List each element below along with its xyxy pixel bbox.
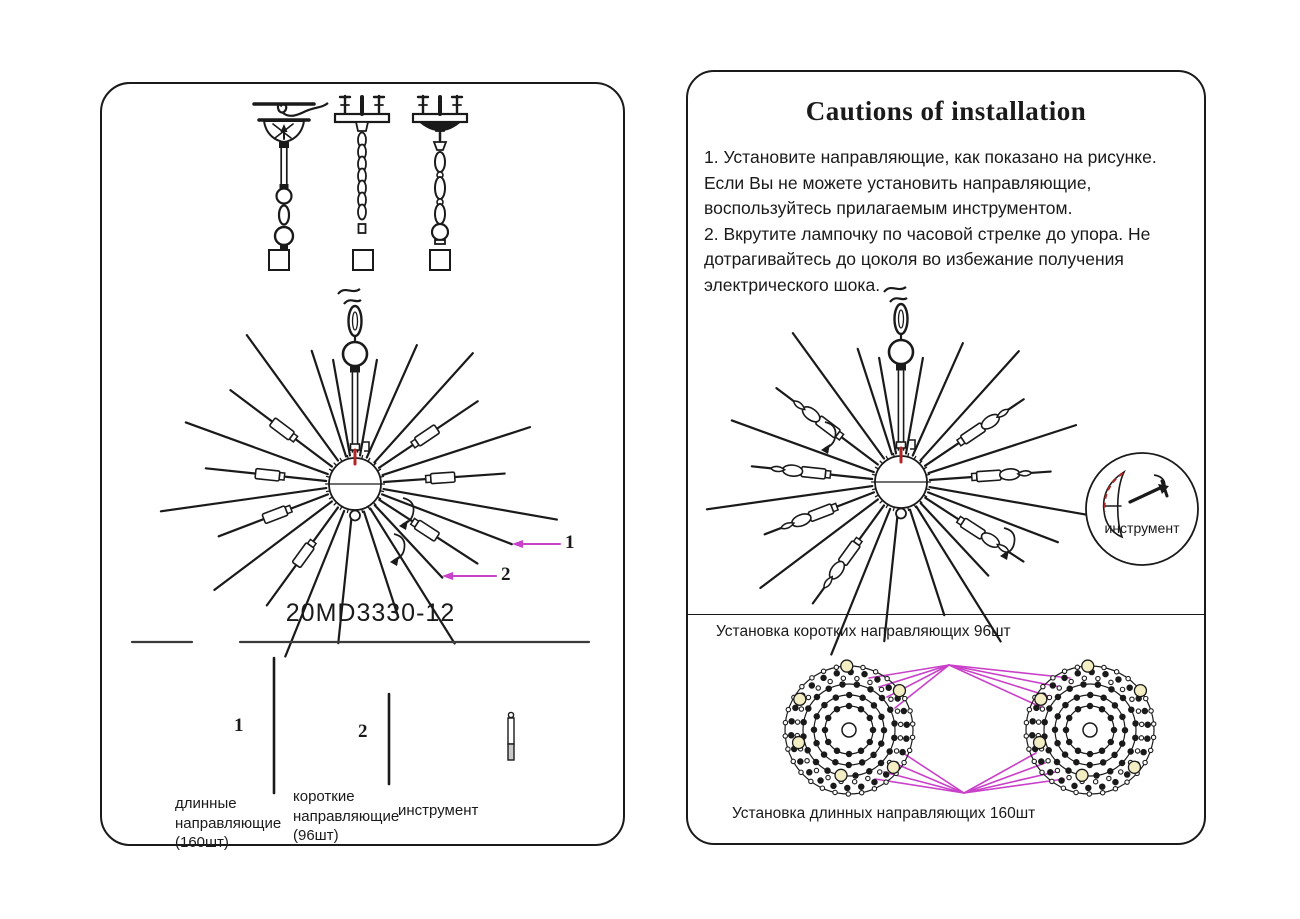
part2-label (293, 787, 399, 846)
mount-option-dome (413, 96, 467, 244)
part1-number: 1 (234, 715, 244, 736)
callout-2-label: 2 (501, 564, 511, 585)
bead-diagram-top-view (783, 660, 915, 796)
tool-circle-label: инструмент (1104, 520, 1180, 536)
lamp-socket (269, 418, 298, 443)
part2-number: 2 (358, 721, 368, 742)
mount-option-bar (335, 96, 389, 233)
part1-label-line2: направляющие (175, 814, 282, 832)
part2-label-line1: короткие (293, 788, 355, 805)
cautions-panel (686, 70, 1206, 845)
lamp-socket (292, 539, 317, 568)
part2-label-line3: (96шт) (293, 827, 339, 844)
part1-label (175, 794, 281, 853)
lamp-socket-with-bulb (779, 501, 839, 533)
chandelier-with-bulbs (707, 287, 1103, 654)
short-guides-caption: Установка коротких направляющих 96шт (716, 623, 1011, 640)
instruction-line-4: 2. Вкрутите лампочку по часовой стрелке до упора. Не (704, 223, 1151, 244)
lamp-socket-with-bulb (790, 397, 845, 442)
part1-label-line1: длинные (175, 795, 237, 812)
lamp-socket (410, 517, 440, 541)
lamp-socket-with-bulb (770, 463, 831, 480)
mounting-options (254, 96, 467, 270)
bead-diagram-bottom-view (1024, 660, 1156, 796)
tool-label: инструмент (398, 802, 479, 819)
lamp-socket-with-bulb (820, 536, 864, 591)
lamp-socket (255, 469, 285, 482)
tool-circle (1086, 453, 1198, 565)
instruction-line-1: 1. Установите направляющие, как показано на рисунке. (704, 147, 1157, 167)
instruction-line-3: воспользуйтесь прилагаемым инструментом. (704, 198, 1073, 218)
lamp-socket (425, 472, 455, 484)
lamp-socket (262, 504, 293, 524)
lamp-socket (410, 425, 440, 450)
instruction-line-5: дотрагивайтесь до цоколя во избежание получения (704, 249, 1124, 269)
installation-instructions (704, 145, 1157, 298)
instruction-line-2: Если Вы не можете установить направляющие, (704, 172, 1092, 193)
callout-1-label: 1 (565, 532, 575, 553)
mount-option-hook (254, 103, 328, 250)
parts-section (132, 642, 589, 793)
instruction-line-6: электрического шока. (704, 274, 881, 295)
tool-pin-icon (508, 712, 514, 760)
lamp-socket-with-bulb (971, 467, 1032, 482)
page-title: Cautions of installation (805, 96, 1087, 126)
long-guides-caption: Установка длинных направляющих 160шт (732, 805, 1036, 822)
part2-label-line2: направляющие (293, 807, 400, 825)
part1-label-line3: (160шт) (175, 834, 229, 851)
assembly-panel (100, 82, 625, 851)
model-number: 20MD3330-12 (285, 599, 456, 627)
section-divider (688, 614, 1204, 615)
